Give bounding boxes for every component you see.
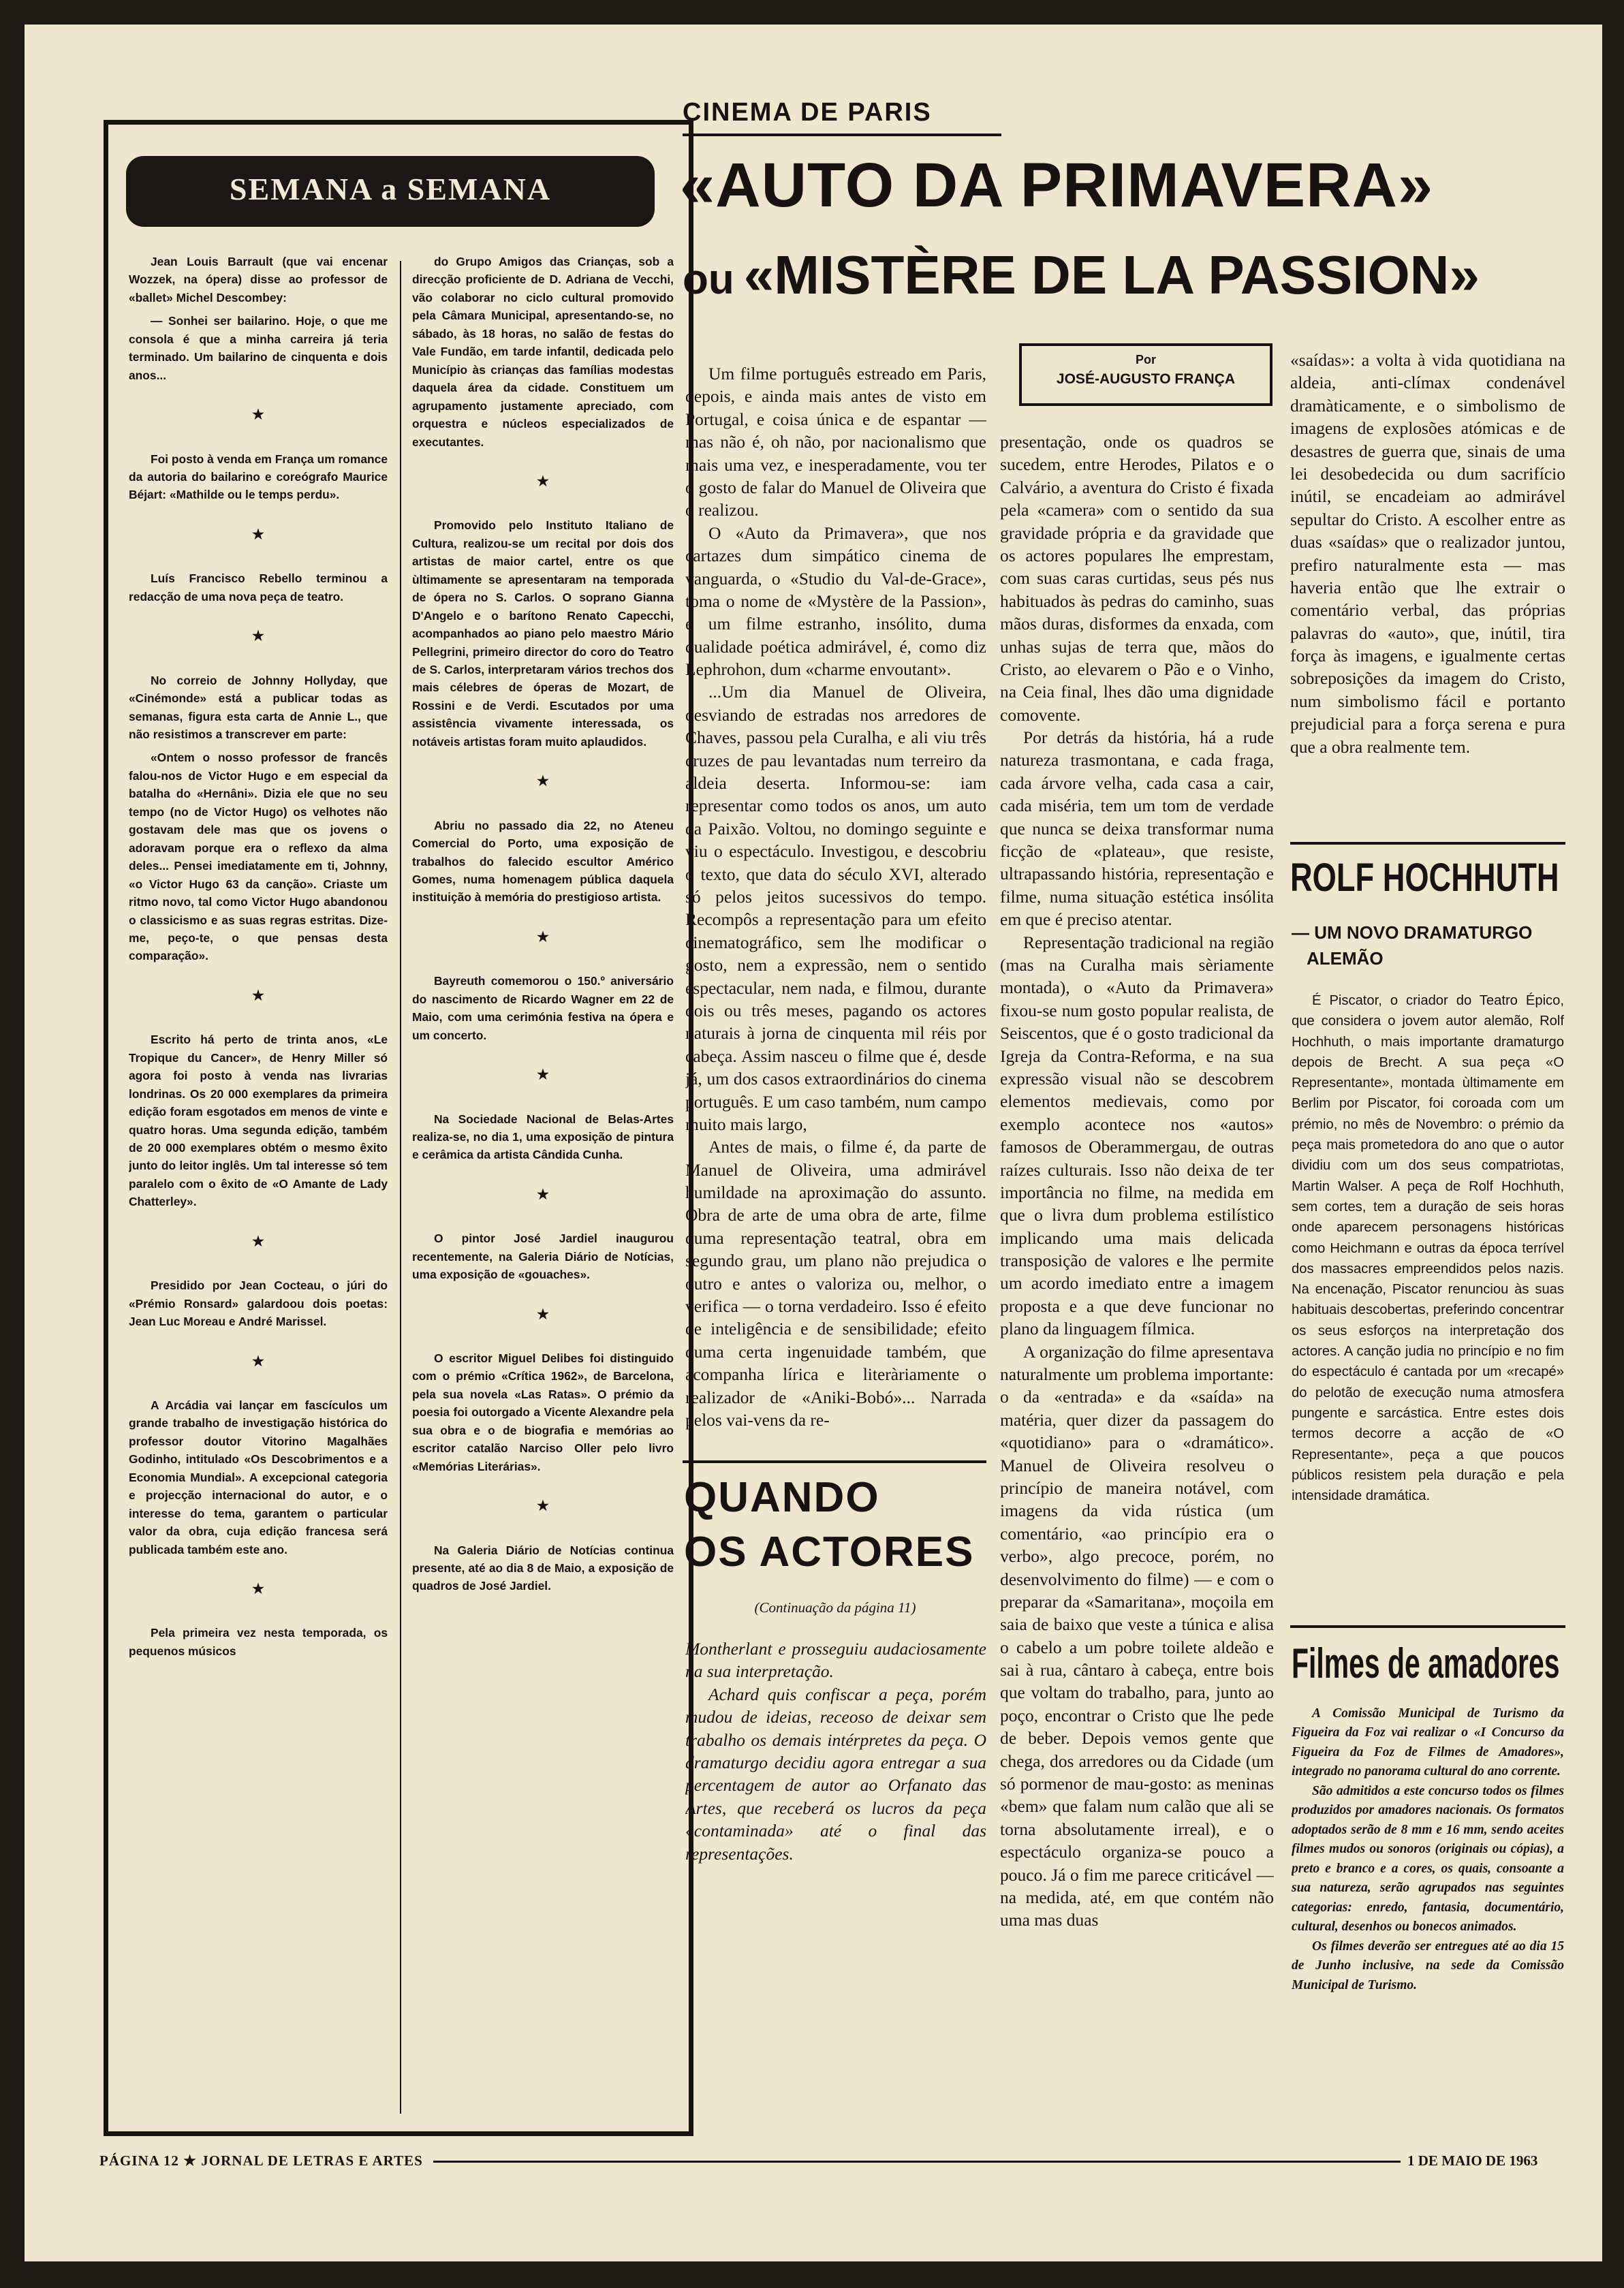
cinema-paragraph: A organização do filme apresentava naturalmente um problema importante: o da «entrada» e da «saída» na matéria, quer dizer da passagem do «quotidiano» para o «dramático». Manuel de Oliveira resolveu o princípio de maneira notável, com imagens da vida rústica (um comentário, «ao princípio era o verbo», algo precoce, porém, no desenvolvimento do filme) — e com o preparar da «Samaritana», moçoila em saia de baixo que veste a túnica e alisa o cabelo a um pobre toilete aldeão e sai à rua, cântaro à cabeça, entre bois que voltam do trabalho, para, junto ao poço, encontrar o Cristo que lhe pede de beber. Depois vemos gente que chega, dos arredores ou da Cidade (um só pormenor de mau-gosto: as meninas «bem» que falam num calão que ali se torna absolutamente irreal), e o espectáculo organiza-se pouco a pouco. Já o fim me parece criticável — na medida, até, em que contém não uma mas duas [1000,1341,1274,1930]
separator-star: ★ [252,527,264,542]
separator-star: ★ [537,1067,549,1083]
semana-paragraph: Abriu no passado dia 22, no Ateneu Comercial do Porto, uma exposição de trabalhos do falecido escultor Américo Gomes, numa homenagem pública daquela instituição à memória do prestigioso artista. [412,818,674,905]
separator-star: ★ [537,473,549,489]
byline-box [1019,343,1272,406]
semana-box [104,120,693,2136]
footer-right: 1 DE MAIO DE 1963 [1407,2152,1538,2169]
semana-paragraph: «Ontem o nosso professor de francês falou-nos de Victor Hugo e em especial da batalha do «Hernâni». Dizia ele que no seu tempo (no de Victor Hugo) os velhotes não gostavam dele mas que os jovens o adoravam porque era o reflexo da alma deles... Pensei imediatamente em ti, Johnny, «o Victor Hugo 63 da canção». Criaste um ritmo novo, tal como Victor Hugo abandonou o classicismo e as suas regras estritas. Dize-me, peço-te, o que pensas desta comparação». [129,751,388,963]
semana-paragraph: — Sonhei ser bailarino. Hoje, o que me consola é que a minha carreira já teria terminado. Um bailarino de cinquenta e dois anos... [129,314,388,382]
separator-star: ★ [537,929,549,945]
cinema-paragraph: presentação, onde os quadros se sucedem, entre Herodes, Pilatos e o Calvário, a aventura do Cristo é fixada pela «camera» com o sentido da sua gravidade própria e da gravidade que os actores populares lhe emprestam, com suas caras curtidas, seus pés nus habituados às pedras do caminho, suas mãos duras, disformes da enxada, com unhas sujas de terra que, mãos do Cristo, ao elevarem o Pão e o Vinho, na Ceia final, lhes dão uma dignidade comovente. [1000,432,1274,725]
semana-paragraph: Na Galeria Diário de Notícias continua presente, até ao dia 8 de Maio, a exposição de quadros de José Jardiel. [412,1543,674,1593]
separator-star: ★ [537,774,549,789]
filmes-paragraph: Os filmes deverão ser entregues até ao dia 15 de Junho inclusive, na sede da Comissão Municipal de Turismo. [1292,1939,1564,1992]
semana-paragraph: Presidido por Jean Cocteau, o júri do «Prémio Ronsard» galardoou dois poetas: Jean Luc Moreau e André Marissel. [129,1279,388,1329]
quando-body [685,1637,986,2128]
separator-star: ★ [252,1234,264,1249]
separator-star: ★ [537,1306,549,1322]
quando-top-rule [683,1460,986,1463]
cinema-paragraph: ...Um dia Manuel de Oliveira, desviando de estradas nos arredores de Chaves, passou pela Curalha, e ali viu três cruzes de pau levantadas num terreiro da aldeia deserta. Informou-se: iam representar como todos os anos, um auto da Paixão. Voltou, no domingo seguinte e viu o espectáculo. Investigou, e descobriu o texto, que data do século XVI, alterado só pelos jeitos sucessivos do tempo. Recompôs a representação para um efeito cinematográfico, sem lhe modificar o gosto, nem a expressão, nem o sentido espectacular, nem nada, e filmou, durante dois ou três meses, pagando os actores naturais à jorna de cinquenta mil réis por cabeça. Assim nasceu o filme que é, desde já, um dos casos extraordinários do cinema português. E um caso também, num campo muito mais largo, [685,682,986,1134]
semana-col-2 [412,253,674,2126]
cinema-paragraph: Por detrás da história, há a rude natureza trasmontana, e cada fraga, cada árvore velha, cada casa a cair, cada miséria, tem um tom de verdade que nunca se deixa transformar numa ficção de «plateau», que resiste, ultrapassando história, representação e filme, numa situação estética insólita em que é preciso atentar. [1000,727,1274,930]
semana-paragraph: O pintor José Jardiel inaugurou recentemente, na Galeria Diário de Notícias, uma exposição de «gouaches». [412,1232,674,1282]
filmes-paragraph: São admitidos a este concurso todos os filmes produzidos por amadores nacionais. Os formatos adoptados serão de 8 mm e 16 mm, sendo aceites filmes mudos ou sonoros (originais ou cópias), a preto e branco e a cores, os quais, consoante a sua natureza, serão agrupados nas seguintes categorias: enredo, fantasia, documentário, cultural, desenhos ou bonecos animados. [1292,1783,1564,1934]
semana-paragraph: Foi posto à venda em França um romance da autoria do bailarino e coreógrafo Maurice Béjart: «Mathilde ou le temps perdu». [129,452,388,502]
semana-paragraph: Na Sociedade Nacional de Belas-Artes realiza-se, no dia 1, uma exposição de pintura e cerâmica da artista Cândida Cunha. [412,1112,674,1162]
cinema-title-2-ou: ou [683,256,734,303]
separator-star: ★ [537,1499,549,1514]
filmes-title: Filmes de amadores [1292,1640,1560,1687]
newspaper-page [25,25,1602,2261]
rolf-body [1292,990,1564,1617]
semana-header-text: SEMANA a SEMANA [229,172,552,206]
separator-star: ★ [252,407,264,423]
quando-continuation: (Continuação da página 11) [754,1599,916,1616]
cinema-col-2 [1000,430,1274,2137]
semana-paragraph: O escritor Miguel Delibes foi distinguido com o prémio «Crítica 1962», de Barcelona, pela sua novela «Las Ratas». O prémio da poesia foi outorgado a Vicente Alexandre pela sua obra e o de biografia e memórias ao escritor catalão Narciso Oller pelo livro «Memórias Literárias». [412,1351,674,1473]
separator-star: ★ [252,1353,264,1369]
rolf-top-rule [1290,842,1565,845]
semana-column-rule [400,261,401,2114]
separator-star: ★ [252,988,264,1003]
cinema-paragraph: Antes de mais, o filme é, da parte de Manuel de Oliveira, uma admirável humildade na aproximação do assunto. Obra de arte de uma obra de arte, filme duma representação teatral, obra em segundo grau, um plano não prejudica o outro e antes o valoriza ou, melhor, o verifica — o torna verdadeiro. Isso é efeito de inteligência e de sensibilidade; efeito duma certa ingenuidade também, que acompanha lírica e literàriamente o realizador de «Aniki-Bobó»... Narrada pelos vai-vens da re- [685,1137,986,1430]
separator-star: ★ [537,1187,549,1202]
separator-star: ★ [252,629,264,644]
semana-paragraph: Promovido pelo Instituto Italiano de Cultura, realizou-se um recital por dois dos artistas de maior cartel, entre os que ùltimamente se apresentaram na temporada de ópera no S. Carlos. O soprano Gianna D'Angelo e o barítono Renato Capecchi, acompanhados ao piano pelo maestro Mário Pellegrini, primeiro director do coro do Teatro de S. Carlos, interpretaram vários trechos dos mais célebres de óperas de Mozart, de Rossini e de Verdi. Escutados por uma assistência vivamente interessada, os notáveis artistas foram muito aplaudidos. [412,518,674,749]
semana-paragraph: A Arcádia vai lançar em fascículos um grande trabalho de investigação histórica do professor doutor Vitorino Magalhães Godinho, intitulado «Os Descobrimentos e a Economia Mundial». A excepcional categoria e projecção internacional do autor, e o interesse do tema, garantem o particular valor da obra, cuja edição francesa será publicada também este ano. [129,1398,388,1556]
cinema-paragraph: «saídas»: a volta à vida quotidiana na aldeia, anti-clímax condenável dramàticamente, e o simbolismo de imagens de explosões atómicas e de desastres de guerra que, sinais de uma lei desobedecida ou dum sacrifício inútil, se encadeiam ao admirável sepultar do Cristo. A escolher entre as duas «saídas» que o realizador juntou, prefiro naturalmente esta — mas haveria então que lhe extrair o comentário verbal, das próprias palavras do «auto», que, inútil, tira força às imagens, e igualmente certas sobreposições da imagem do Cristo, num simbolismo fácil e portanto prejudicial para a força serena e pura que a obra realmente tem. [1290,350,1565,757]
byline-por: Por [1135,353,1156,366]
quando-paragraph: Achard quis confiscar a peça, porém mudou de ideias, receoso de deixar sem trabalho os demais intérpretes da peça. O dramaturgo decidiu agora entregar a sua percentagem de autor ao Orfanato das Artes, que receberá os lucros da peça «contaminada» até o final das representações. [685,1684,986,1864]
cinema-paragraph: O «Auto da Primavera», que nos cartazes dum simpático cinema de vanguarda, o «Studio du Val-de-Grace», toma o nome de «Mystère de la Passion», é um filme estranho, insólito, duma qualidade poética admirável, é, como diz Lephrohon, dum «charme envoutant». [685,522,986,680]
semana-paragraph: do Grupo Amigos das Crianças, sob a direcção proficiente de D. Adriana de Vecchi, vão colaborar no ciclo cultural promovido pela Câmara Municipal, apresentando-se, no sábado, às 18 horas, no salão de festas do Vale Fundão, em tarde infantil, dedicada pelo Município às crianças das famílias modestas daquela área da cidade. Constituem um agrupamento justamente apreciado, com orquestra e núcleos especializados de executantes. [412,255,674,449]
rolf-subtitle-2: ALEMÃO [1307,948,1384,969]
cinema-col-3 [1290,349,1565,831]
quando-title-1: QUANDO [684,1474,880,1521]
filmes-body [1292,1704,1564,2133]
cinema-kicker: CINEMA DE PARIS [683,98,932,127]
quando-title-2: OS ACTORES [684,1529,975,1576]
footer-left: PÁGINA 12 ★ JORNAL DE LETRAS E ARTES [99,2152,423,2169]
semana-col-1 [129,253,388,2126]
separator-star: ★ [252,1582,264,1597]
quando-paragraph: Montherlant e prosseguiu audaciosamente na sua interpretação. [685,1639,986,1682]
semana-paragraph: Pela primeira vez nesta temporada, os pequenos músicos [129,1626,388,1658]
cinema-col-1 [685,349,986,1439]
byline-name: JOSÉ-AUGUSTO FRANÇA [1056,371,1236,387]
cinema-title-2: «MISTÈRE DE LA PASSION» [743,245,1480,305]
semana-paragraph: Jean Louis Barrault (que vai encenar Wozzek, na ópera) disse ao professor de «ballet» Michel Descombey: [129,255,388,304]
cinema-paragraph: Representação tradicional na região (mas na Curalha mais sèriamente montada), o «Auto da Primavera» fixou-se num gosto popular realista, de Seiscentos, que é o gosto tradicional da Igreja da Contra-Reforma, e na sua expressão visual não se descobrem elementos medievais, como por exemplo acontece nos «autos» famosos de Oberammergau, de outras raízes culturais. Isso não deixa de ter importância no filme, na medida em que o livra dum problema estilístico implicando uma mais delicada transposição de valores e lhe permite um acordo imediato entre a imagem proposta e a que deve funcionar no plano da linguagem fílmica. [1000,932,1274,1339]
rolf-title: ROLF HOCHHUTH [1290,856,1559,900]
rolf-paragraph: É Piscator, o criador do Teatro Épico, que considera o jovem autor alemão, Rolf Hochhuth, o mais importante dramaturgo depois de Brecht. A sua peça «O Representante», montada ùltimamente em Berlim por Piscator, foi coroada com um prémio, no mês de Novembro: o prémio da peça mais prometedora do ano que o autor dividiu com um dos seus compatriotas, Martin Walser. A peça de Rolf Hochhuth, sem cortes, tem a duração de seis horas onde aparecem personagens históricas como Heichmann e outras da época terrível dos massacres empreendidos pelos nazis. Na encenação, Piscator renunciou às suas habituais descobertas, preferindo concentrar os seus esforços na interpretação dos actores. A canção judia no princípio e no fim do espectáculo é cantada por um «recapé» do pelotão de execução numa atmosfera pungente e sarcástica. Entre estes dois termos decorre a acção de «O Representante», peça a que poucos públicos resistem pela duração e pela intensidade dramática. [1292,993,1564,1504]
semana-paragraph: No correio de Johnny Hollyday, que «Cinémonde» está a publicar todas as semanas, figura esta carta de Annie L., que não resistimos a transcrever em parte: [129,673,388,741]
filmes-top-rule [1290,1625,1565,1628]
footer-rule [433,2161,1401,2163]
rolf-subtitle-1: — UM NOVO DRAMATURGO [1292,922,1533,943]
semana-paragraph: Luís Francisco Rebello terminou a redacção de uma nova peça de teatro. [129,571,388,604]
semana-paragraph: Escrito há perto de trinta anos, «Le Tropique du Cancer», de Henry Miller só agora foi posto à venda nas livrarias londrinas. Os 20 000 exemplares da primeira edição foram esgotados em menos de vinte e quatro horas. Uma segunda edição, também de 20 000 exemplares obtém o mesmo êxito junto do leitor inglês. Um tal interesse só tem paralelo com o êxito de «O Amante de Lady Chatterley». [129,1033,388,1209]
filmes-paragraph: A Comissão Municipal de Turismo da Figueira da Foz vai realizar o «I Concurso da Figueira da Foz de Filmes de Amadores», integrado no panorama cultural do ano corrente. [1292,1706,1564,1779]
kicker-underline [683,134,1001,136]
semana-header [126,156,655,227]
cinema-title-2-line [683,245,1480,305]
cinema-title-1: «AUTO DA PRIMAVERA» [680,151,1434,220]
semana-paragraph: Bayreuth comemorou o 150.º aniversário do nascimento de Ricardo Wagner em 22 de Maio, com uma cerimónia festiva na ópera e um concerto. [412,974,674,1042]
cinema-paragraph: Um filme português estreado em Paris, depois, e ainda mais antes de visto em Portugal, e coisa única e de espantar — mas não é, oh não, por nacionalismo que mais uma vez, e inesperadamente, vou ter o gosto de falar do Manuel de Oliveira que o realizou. [685,364,986,520]
